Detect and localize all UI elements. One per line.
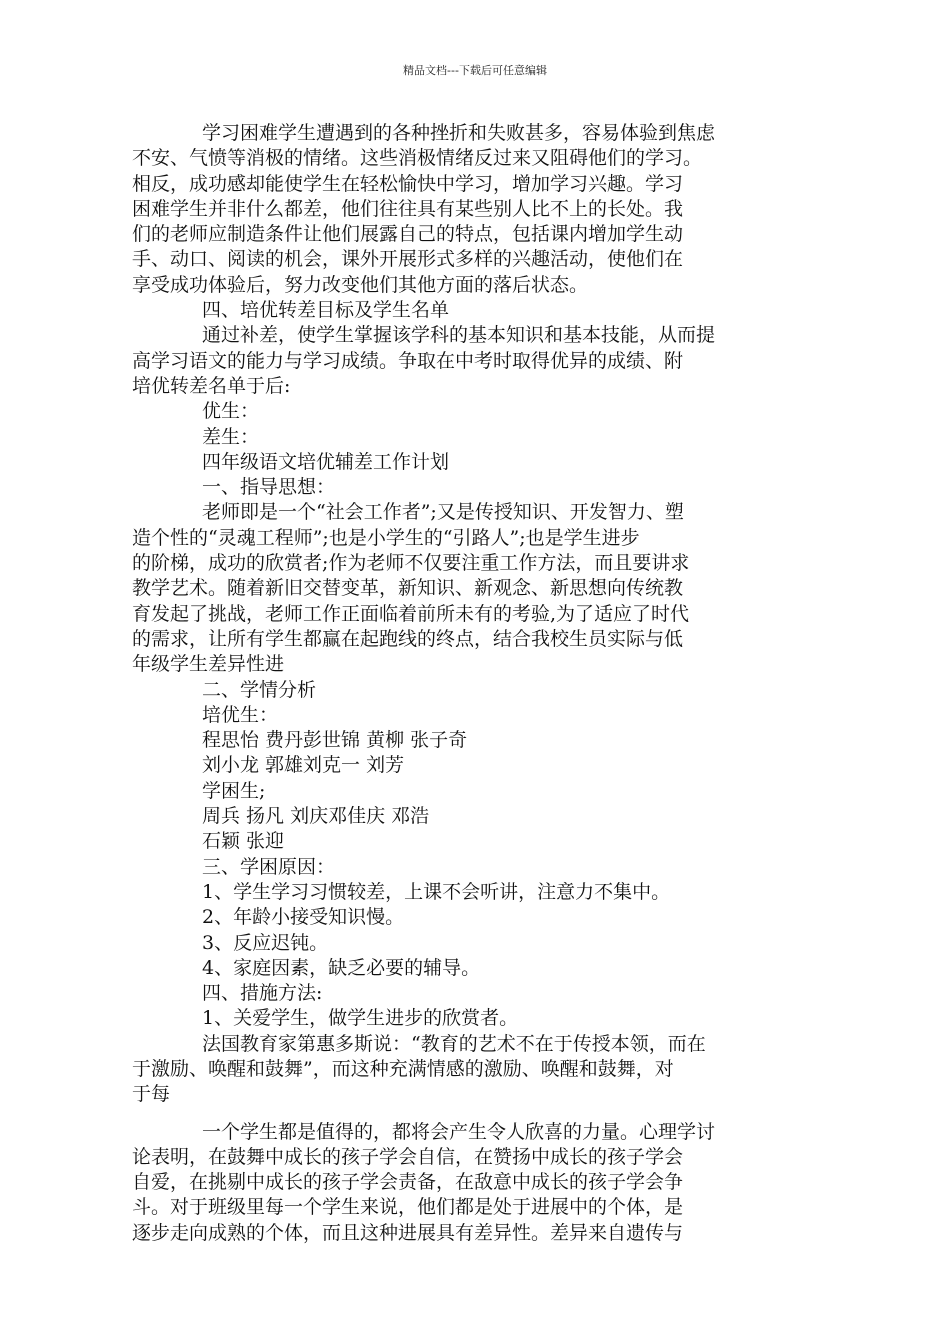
text-line: 四、措施方法: xyxy=(202,982,323,1005)
text-line: 享受成功体验后，努力改变他们其他方面的落后状态。 xyxy=(132,273,589,296)
page-header: 精品文档---下载后可任意编辑 xyxy=(403,64,547,77)
text-line: 2、年龄小接受知识慢。 xyxy=(202,906,405,929)
text-line: 自爱，在挑剔中成长的孩子学会责备，在敌意中成长的孩子学会争 xyxy=(132,1171,684,1194)
text-line: 差生： xyxy=(202,425,260,448)
text-line: 教学艺术。随着新旧交替变革，新知识、新观念、新思想向传统教 xyxy=(132,577,684,600)
text-line: 一个学生都是值得的，都将会产生令人欣喜的力量。心理学讨 xyxy=(202,1120,716,1143)
text-line: 高学习语文的能力与学习成绩。争取在中考时取得优异的成绩、附 xyxy=(132,349,684,372)
text-line: 论表明，在鼓舞中成长的孩子学会自信，在赞扬中成长的孩子学会 xyxy=(132,1145,684,1168)
text-line: 四年级语文培优辅差工作计划 xyxy=(202,450,450,473)
text-line: 年级学生差异性进 xyxy=(132,653,285,676)
text-line: 刘小龙 郭雄刘克一 刘芳 xyxy=(202,754,405,777)
text-line: 学困生; xyxy=(202,779,266,802)
text-line: 优生： xyxy=(202,400,260,423)
text-line: 法国教育家第惠多斯说：“教育的艺术不在于传授本领，而在 xyxy=(202,1032,706,1055)
text-line: 逐步走向成熟的个体，而且这种进展具有差异性。差异来自遗传与 xyxy=(132,1221,684,1244)
text-line: 的需求，让所有学生都赢在起跑线的终点，结合我校生员实际与低 xyxy=(132,627,684,650)
text-line: 石颖 张迎 xyxy=(202,830,285,853)
text-line: 3、反应迟钝。 xyxy=(202,931,329,954)
text-line: 于每 xyxy=(132,1083,171,1106)
text-line: 不安、气愤等消极的情绪。这些消极情绪反过来又阻碍他们的学习。 xyxy=(132,147,703,170)
document-body xyxy=(132,121,814,1246)
text-line: 培优转差名单于后: xyxy=(132,374,291,397)
text-line: 育发起了挑战，老师工作正面临着前所未有的考验,为了适应了时代 xyxy=(132,602,690,625)
text-line: 三、学困原因： xyxy=(202,855,336,878)
text-line: 4、家庭因素，缺乏必要的辅导。 xyxy=(202,956,481,979)
text-line: 们的老师应制造条件让他们展露自己的特点，包括课内增加学生动 xyxy=(132,223,684,246)
text-line: 相反，成功感却能使学生在轻松愉快中学习，增加学习兴趣。学习 xyxy=(132,172,684,195)
text-line: 困难学生并非什么都差，他们往往具有某些别人比不上的长处。我 xyxy=(132,197,684,220)
text-line: 四、培优转差目标及学生名单 xyxy=(202,299,450,322)
text-line: 一、指导思想： xyxy=(202,476,336,499)
text-line: 的阶梯，成功的欣赏者;作为老师不仅要注重工作方法，而且要讲求 xyxy=(132,552,690,575)
text-line: 1、关爱学生，做学生进步的欣赏者。 xyxy=(202,1007,519,1030)
text-line: 程思怡 费丹彭世锦 黄柳 张子奇 xyxy=(202,729,468,752)
text-line: 老师即是一个“社会工作者”;又是传授知识、开发智力、塑 xyxy=(202,501,684,524)
text-line: 造个性的“灵魂工程师”;也是小学生的“引路人”;也是学生进步 xyxy=(132,526,640,549)
text-line: 通过补差，使学生掌握该学科的基本知识和基本技能，从而提 xyxy=(202,324,716,347)
text-line: 二、学情分析 xyxy=(202,678,317,701)
text-line: 1、学生学习习惯较差，上课不会听讲，注意力不集中。 xyxy=(202,880,671,903)
text-line: 手、动口、阅读的机会，课外开展形式多样的兴趣活动，使他们在 xyxy=(132,248,684,271)
text-line: 周兵 扬凡 刘庆邓佳庆 邓浩 xyxy=(202,805,430,828)
text-line: 于激励、唤醒和鼓舞”，而这种充满情感的激励、唤醒和鼓舞，对 xyxy=(132,1057,674,1080)
text-line: 学习困难学生遭遇到的各种挫折和失败甚多，容易体验到焦虑 xyxy=(202,122,716,144)
text-line: 培优生： xyxy=(202,703,279,726)
text-line: 斗。对于班级里每一个学生来说，他们都是处于进展中的个体，是 xyxy=(132,1196,684,1219)
